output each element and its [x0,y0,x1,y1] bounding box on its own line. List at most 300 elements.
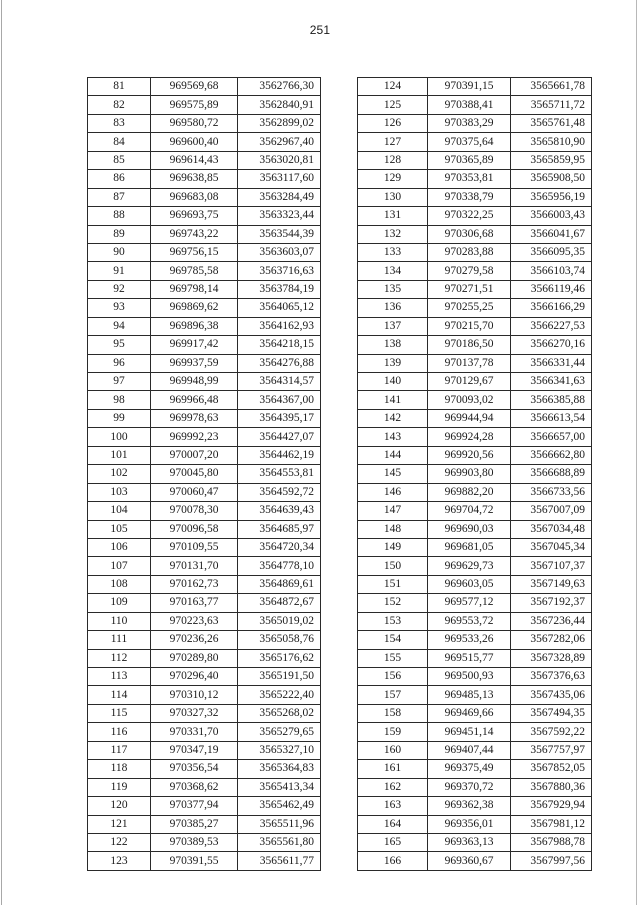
table-row [358,243,592,261]
table-row [358,409,592,427]
y-coordinate-cell: 3563544,39 [238,225,321,243]
x-coordinate-cell: 969992,23 [151,428,238,446]
point-number-cell: 92 [88,280,151,298]
x-coordinate-cell: 969798,14 [151,280,238,298]
point-number-cell: 158 [358,704,428,722]
table-row [358,170,592,188]
y-coordinate-cell: 3564685,97 [238,520,321,538]
table-row [88,299,321,317]
y-coordinate-cell: 3563117,60 [238,170,321,188]
point-number-cell: 119 [88,778,151,796]
point-number-cell: 113 [88,668,151,686]
y-coordinate-cell: 3566385,88 [511,391,592,409]
x-coordinate-cell: 970283,88 [428,243,511,261]
point-number-cell: 145 [358,465,428,483]
table-row [88,317,321,335]
point-number-cell: 132 [358,225,428,243]
x-coordinate-cell: 969917,42 [151,336,238,354]
table-row [88,778,321,796]
point-number-cell: 87 [88,188,151,206]
y-coordinate-cell: 3566119,46 [511,280,592,298]
x-coordinate-cell: 969978,63 [151,409,238,427]
table-row [88,262,321,280]
y-coordinate-cell: 3562766,30 [238,78,321,96]
point-number-cell: 84 [88,133,151,151]
y-coordinate-cell: 3565908,50 [511,170,592,188]
x-coordinate-cell: 970255,25 [428,299,511,317]
y-coordinate-cell: 3567236,44 [511,612,592,630]
table-row [88,151,321,169]
point-number-cell: 88 [88,207,151,225]
x-coordinate-cell: 969924,28 [428,428,511,446]
point-number-cell: 128 [358,151,428,169]
x-coordinate-cell: 969363,13 [428,833,511,851]
x-coordinate-cell: 970007,20 [151,446,238,464]
point-number-cell: 127 [358,133,428,151]
point-number-cell: 139 [358,354,428,372]
point-number-cell: 153 [358,612,428,630]
table-row [88,465,321,483]
x-coordinate-cell: 970060,47 [151,483,238,501]
x-coordinate-cell: 970109,55 [151,538,238,556]
y-coordinate-cell: 3567282,06 [511,631,592,649]
table-row [88,538,321,556]
table-row [88,96,321,114]
table-row [88,833,321,851]
point-number-cell: 85 [88,151,151,169]
x-coordinate-cell: 970377,94 [151,797,238,815]
table-row [88,114,321,132]
x-coordinate-cell: 970322,25 [428,207,511,225]
point-number-cell: 126 [358,114,428,132]
table-row [88,373,321,391]
table-row [358,114,592,132]
point-number-cell: 94 [88,317,151,335]
point-number-cell: 86 [88,170,151,188]
point-number-cell: 90 [88,243,151,261]
y-coordinate-cell: 3565956,19 [511,188,592,206]
point-number-cell: 89 [88,225,151,243]
x-coordinate-cell: 970389,53 [151,833,238,851]
table-row [358,760,592,778]
x-coordinate-cell: 969693,75 [151,207,238,225]
point-number-cell: 141 [358,391,428,409]
table-row [358,483,592,501]
y-coordinate-cell: 3564872,67 [238,594,321,612]
x-coordinate-cell: 970163,77 [151,594,238,612]
x-coordinate-cell: 969629,73 [428,557,511,575]
y-coordinate-cell: 3566733,56 [511,483,592,501]
y-coordinate-cell: 3565364,83 [238,760,321,778]
y-coordinate-cell: 3566270,16 [511,336,592,354]
table-row [358,686,592,704]
point-number-cell: 140 [358,373,428,391]
point-number-cell: 136 [358,299,428,317]
x-coordinate-cell: 969577,12 [428,594,511,612]
y-coordinate-cell: 3565561,80 [238,833,321,851]
y-coordinate-cell: 3567376,63 [511,668,592,686]
point-number-cell: 102 [88,465,151,483]
point-number-cell: 117 [88,741,151,759]
table-row [88,557,321,575]
point-number-cell: 101 [88,446,151,464]
point-number-cell: 159 [358,723,428,741]
y-coordinate-cell: 3564592,72 [238,483,321,501]
y-coordinate-cell: 3564367,00 [238,391,321,409]
y-coordinate-cell: 3563716,63 [238,262,321,280]
point-number-cell: 162 [358,778,428,796]
coordinates-table-body [88,78,321,871]
scan-edge-left [1,0,2,905]
point-number-cell: 134 [358,262,428,280]
table-row [88,391,321,409]
table-row [88,575,321,593]
x-coordinate-cell: 969937,59 [151,354,238,372]
y-coordinate-cell: 3565761,48 [511,114,592,132]
point-number-cell: 104 [88,502,151,520]
x-coordinate-cell: 969690,03 [428,520,511,538]
table-row [88,502,321,520]
point-number-cell: 98 [88,391,151,409]
y-coordinate-cell: 3563323,44 [238,207,321,225]
x-coordinate-cell: 969704,72 [428,502,511,520]
table-row [88,280,321,298]
x-coordinate-cell: 970356,54 [151,760,238,778]
x-coordinate-cell: 969375,49 [428,760,511,778]
x-coordinate-cell: 969580,72 [151,114,238,132]
table-row [358,797,592,815]
x-coordinate-cell: 970365,89 [428,151,511,169]
y-coordinate-cell: 3565711,72 [511,96,592,114]
y-coordinate-cell: 3565176,62 [238,649,321,667]
point-number-cell: 100 [88,428,151,446]
table-row [358,428,592,446]
table-row [358,465,592,483]
y-coordinate-cell: 3567007,09 [511,502,592,520]
y-coordinate-cell: 3565661,78 [511,78,592,96]
point-number-cell: 146 [358,483,428,501]
table-row [88,760,321,778]
point-number-cell: 144 [358,446,428,464]
y-coordinate-cell: 3564218,15 [238,336,321,354]
table-row [88,520,321,538]
table-row [88,336,321,354]
x-coordinate-cell: 969370,72 [428,778,511,796]
point-number-cell: 112 [88,649,151,667]
table-row [358,704,592,722]
point-number-cell: 137 [358,317,428,335]
table-row [88,428,321,446]
x-coordinate-cell: 970331,70 [151,723,238,741]
table-row [88,354,321,372]
point-number-cell: 138 [358,336,428,354]
table-row [358,649,592,667]
y-coordinate-cell: 3566688,89 [511,465,592,483]
y-coordinate-cell: 3567592,22 [511,723,592,741]
y-coordinate-cell: 3565191,50 [238,668,321,686]
y-coordinate-cell: 3566041,67 [511,225,592,243]
y-coordinate-cell: 3566657,00 [511,428,592,446]
y-coordinate-cell: 3565019,02 [238,612,321,630]
table-row [88,170,321,188]
x-coordinate-cell: 970327,32 [151,704,238,722]
point-number-cell: 163 [358,797,428,815]
table-row [358,594,592,612]
y-coordinate-cell: 3565268,02 [238,704,321,722]
table-row [88,409,321,427]
x-coordinate-cell: 970375,64 [428,133,511,151]
y-coordinate-cell: 3564720,34 [238,538,321,556]
y-coordinate-cell: 3567880,36 [511,778,592,796]
y-coordinate-cell: 3567107,37 [511,557,592,575]
table-row [358,520,592,538]
x-coordinate-cell: 969407,44 [428,741,511,759]
table-row [358,299,592,317]
table-row [358,391,592,409]
point-number-cell: 157 [358,686,428,704]
table-row [88,668,321,686]
y-coordinate-cell: 3565462,49 [238,797,321,815]
x-coordinate-cell: 969485,13 [428,686,511,704]
point-number-cell: 152 [358,594,428,612]
point-number-cell: 129 [358,170,428,188]
table-row [88,686,321,704]
y-coordinate-cell: 3567149,63 [511,575,592,593]
x-coordinate-cell: 970131,70 [151,557,238,575]
x-coordinate-cell: 970296,40 [151,668,238,686]
point-number-cell: 114 [88,686,151,704]
point-number-cell: 105 [88,520,151,538]
point-number-cell: 135 [358,280,428,298]
y-coordinate-cell: 3566003,43 [511,207,592,225]
y-coordinate-cell: 3564162,93 [238,317,321,335]
table-row [358,96,592,114]
table-row [358,778,592,796]
y-coordinate-cell: 3565611,77 [238,852,321,870]
x-coordinate-cell: 970383,29 [428,114,511,132]
x-coordinate-cell: 969360,67 [428,852,511,870]
y-coordinate-cell: 3564869,61 [238,575,321,593]
x-coordinate-cell: 969451,14 [428,723,511,741]
x-coordinate-cell: 970391,55 [151,852,238,870]
point-number-cell: 122 [88,833,151,851]
y-coordinate-cell: 3562899,02 [238,114,321,132]
page-number: 251 [309,23,331,37]
x-coordinate-cell: 970137,78 [428,354,511,372]
point-number-cell: 107 [88,557,151,575]
y-coordinate-cell: 3564639,43 [238,502,321,520]
table-row [88,797,321,815]
table-row [88,225,321,243]
x-coordinate-cell: 969920,56 [428,446,511,464]
y-coordinate-cell: 3565279,65 [238,723,321,741]
y-coordinate-cell: 3566095,35 [511,243,592,261]
x-coordinate-cell: 970236,26 [151,631,238,649]
y-coordinate-cell: 3566613,54 [511,409,592,427]
x-coordinate-cell: 969469,66 [428,704,511,722]
x-coordinate-cell: 969903,80 [428,465,511,483]
table-row [88,649,321,667]
table-row [88,133,321,151]
table-row [88,741,321,759]
table-row [358,815,592,833]
point-number-cell: 110 [88,612,151,630]
table-row [88,243,321,261]
x-coordinate-cell: 969362,38 [428,797,511,815]
point-number-cell: 118 [88,760,151,778]
y-coordinate-cell: 3566341,63 [511,373,592,391]
table-row [88,207,321,225]
table-row [358,723,592,741]
x-coordinate-cell: 969603,05 [428,575,511,593]
y-coordinate-cell: 3567435,06 [511,686,592,704]
x-coordinate-cell: 970310,12 [151,686,238,704]
point-number-cell: 125 [358,96,428,114]
table-row [88,631,321,649]
y-coordinate-cell: 3564276,88 [238,354,321,372]
y-coordinate-cell: 3564065,12 [238,299,321,317]
y-coordinate-cell: 3567997,56 [511,852,592,870]
point-number-cell: 148 [358,520,428,538]
coordinates-table-right [357,77,592,871]
coordinates-table-body [358,78,592,871]
table-row [88,723,321,741]
x-coordinate-cell: 969575,89 [151,96,238,114]
x-coordinate-cell: 969500,93 [428,668,511,686]
coordinates-table-left [87,77,321,871]
x-coordinate-cell: 970045,80 [151,465,238,483]
x-coordinate-cell: 970289,80 [151,649,238,667]
table-row [358,225,592,243]
table-row [358,354,592,372]
table-row [358,631,592,649]
x-coordinate-cell: 970096,58 [151,520,238,538]
y-coordinate-cell: 3564778,10 [238,557,321,575]
y-coordinate-cell: 3564553,81 [238,465,321,483]
x-coordinate-cell: 969869,62 [151,299,238,317]
table-row [88,815,321,833]
y-coordinate-cell: 3565327,10 [238,741,321,759]
y-coordinate-cell: 3564462,19 [238,446,321,464]
x-coordinate-cell: 969614,43 [151,151,238,169]
point-number-cell: 131 [358,207,428,225]
table-row [358,78,592,96]
point-number-cell: 164 [358,815,428,833]
table-row [88,612,321,630]
point-number-cell: 160 [358,741,428,759]
x-coordinate-cell: 969681,05 [428,538,511,556]
point-number-cell: 96 [88,354,151,372]
table-row [358,833,592,851]
point-number-cell: 111 [88,631,151,649]
y-coordinate-cell: 3567757,97 [511,741,592,759]
x-coordinate-cell: 970271,51 [428,280,511,298]
x-coordinate-cell: 969569,68 [151,78,238,96]
table-row [358,538,592,556]
x-coordinate-cell: 969600,40 [151,133,238,151]
y-coordinate-cell: 3567034,48 [511,520,592,538]
y-coordinate-cell: 3567494,35 [511,704,592,722]
y-coordinate-cell: 3567852,05 [511,760,592,778]
x-coordinate-cell: 970215,70 [428,317,511,335]
table-row [358,317,592,335]
x-coordinate-cell: 969553,72 [428,612,511,630]
point-number-cell: 124 [358,78,428,96]
y-coordinate-cell: 3565810,90 [511,133,592,151]
table-row [358,262,592,280]
table-row [358,502,592,520]
y-coordinate-cell: 3565058,76 [238,631,321,649]
x-coordinate-cell: 969882,20 [428,483,511,501]
table-row [358,151,592,169]
x-coordinate-cell: 970391,15 [428,78,511,96]
point-number-cell: 97 [88,373,151,391]
x-coordinate-cell: 969944,94 [428,409,511,427]
y-coordinate-cell: 3566331,44 [511,354,592,372]
y-coordinate-cell: 3565413,34 [238,778,321,796]
y-coordinate-cell: 3567192,37 [511,594,592,612]
point-number-cell: 106 [88,538,151,556]
scan-edge-right [636,0,637,905]
point-number-cell: 116 [88,723,151,741]
table-row [358,557,592,575]
y-coordinate-cell: 3562840,91 [238,96,321,114]
table-row [88,188,321,206]
x-coordinate-cell: 969356,01 [428,815,511,833]
point-number-cell: 108 [88,575,151,593]
y-coordinate-cell: 3564395,17 [238,409,321,427]
table-row [88,594,321,612]
table-row [88,78,321,96]
point-number-cell: 147 [358,502,428,520]
y-coordinate-cell: 3563603,07 [238,243,321,261]
point-number-cell: 91 [88,262,151,280]
x-coordinate-cell: 970306,68 [428,225,511,243]
point-number-cell: 95 [88,336,151,354]
point-number-cell: 115 [88,704,151,722]
table-row [88,852,321,870]
y-coordinate-cell: 3565859,95 [511,151,592,169]
x-coordinate-cell: 970129,67 [428,373,511,391]
point-number-cell: 143 [358,428,428,446]
point-number-cell: 156 [358,668,428,686]
y-coordinate-cell: 3567988,78 [511,833,592,851]
y-coordinate-cell: 3566103,74 [511,262,592,280]
x-coordinate-cell: 970353,81 [428,170,511,188]
y-coordinate-cell: 3566166,29 [511,299,592,317]
x-coordinate-cell: 970078,30 [151,502,238,520]
point-number-cell: 83 [88,114,151,132]
point-number-cell: 149 [358,538,428,556]
table-row [358,741,592,759]
y-coordinate-cell: 3567981,12 [511,815,592,833]
table-row [358,280,592,298]
y-coordinate-cell: 3567045,34 [511,538,592,556]
y-coordinate-cell: 3563020,81 [238,151,321,169]
point-number-cell: 109 [88,594,151,612]
x-coordinate-cell: 969533,26 [428,631,511,649]
table-row [88,446,321,464]
y-coordinate-cell: 3567328,89 [511,649,592,667]
x-coordinate-cell: 969948,99 [151,373,238,391]
point-number-cell: 82 [88,96,151,114]
x-coordinate-cell: 969785,58 [151,262,238,280]
y-coordinate-cell: 3566662,80 [511,446,592,464]
x-coordinate-cell: 969743,22 [151,225,238,243]
point-number-cell: 142 [358,409,428,427]
table-row [358,207,592,225]
x-coordinate-cell: 970388,41 [428,96,511,114]
